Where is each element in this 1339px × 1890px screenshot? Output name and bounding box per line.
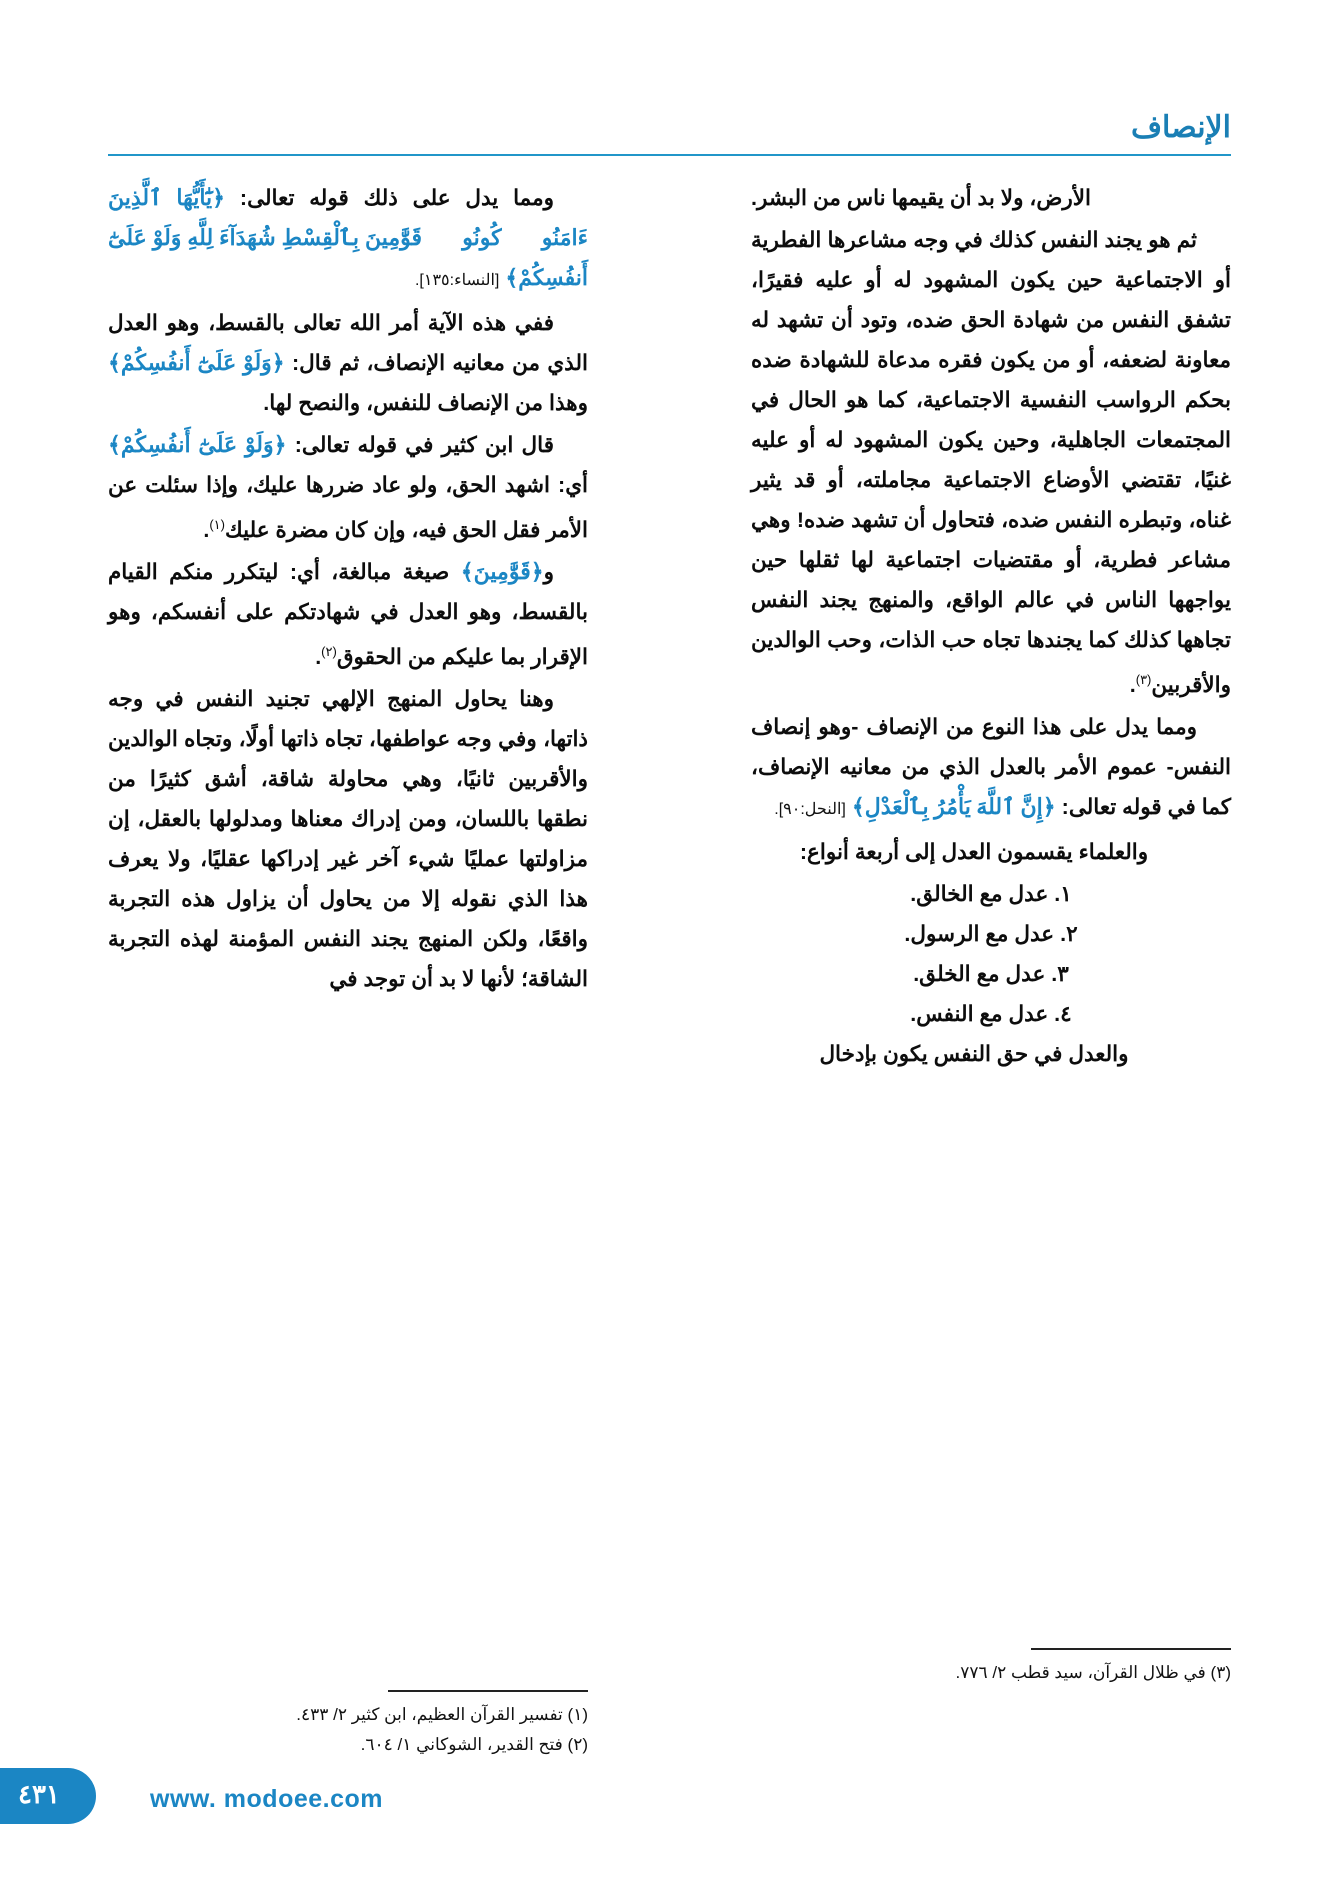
text-column-right: [751, 178, 1231, 1076]
paragraph-text-cont: أي: اشهد الحق، ولو عاد ضررها عليك، وإذا سئلت عن الأمر فقل الحق فيه، وإن كان مضرة عليك: [108, 473, 588, 543]
footnote-marker: (٣): [1135, 672, 1152, 687]
footnote-marker: (١): [209, 517, 225, 532]
paragraph-text: ومما يدل على هذا النوع من الإنصاف -وهو إنصاف النفس- عموم الأمر بالعدل الذي من معانيه الإنصاف، كما في قوله تعالى:: [751, 715, 1231, 820]
footnotes-left: [108, 1690, 588, 1760]
quran-quote: ﴿وَلَوْ عَلَىٰٓ أَنفُسِكُمْ﴾: [108, 432, 287, 457]
quran-quote: ﴿إِنَّ ٱللَّهَ يَأْمُرُ بِٱلْعَدْلِ﴾: [851, 794, 1056, 820]
paragraph-text: ثم هو يجند النفس كذلك في وجه مشاعرها الفطرية أو الاجتماعية حين يكون المشهود له أو عليه فقيرًا، تشفق النفس من شهادة الحق ضده، وتود أن تشهد له معاونة لضعفه، أو من يكون فقره مدعاة للشهادة ضده بحكم الرواسب النفسية الاجتماعية، كما هو الحال في المجتمعات الجاهلية، وحين يكون المشهود له أو عليه غنيًا، تقتضي الأوضاع الاجتماعية مجاملته، أو قد يثير غناه، وتبطره النفس ضده، فتحاول أن تشهد ضده! وهي مشاعر فطرية، أو مقتضيات اجتماعية لها ثقلها حين يواجهها الناس في عالم الواقع، والمنهج يجند النفس تجاهها كذلك كما يجندها تجاه حب الذات، وحب الوالدين والأقربين: [751, 228, 1231, 698]
footnote-marker: (٢): [321, 644, 337, 660]
text-column-left: [108, 178, 588, 1001]
list-item: ٢. عدل مع الرسول.: [904, 922, 1078, 947]
paragraph: وهنا يحاول المنهج الإلهي تجنيد النفس في وجه ذاتها، وفي وجه عواطفها، تجاه ذاتها أولًا، وتجاه الوالدين والأقربين ثانيًا، وهي محاولة شاقة، أشق كثيرًا من نطقها باللسان، ومن إدراك معناها ومدلولها بالعقل، إن مزاولتها عمليًا شيء آخر غير إدراكها عقليًا، ولا يعرف هذا الذي نقوله إلا من يحاول أن يزاول هذه التجربة واقعًا، ولكن المنهج يجند النفس المؤمنة لهذه التجربة الشاقة؛ لأنها لا بد أن توجد في: [108, 687, 588, 992]
footnote-divider: [1031, 1648, 1231, 1650]
paragraph: والعدل في حق النفس يكون بإدخال: [819, 1042, 1129, 1067]
paragraph: [108, 303, 588, 423]
page-title: الإنصاف: [1130, 111, 1231, 144]
footnote-item: (٢) فتح القدير، الشوكاني ١/ ٦٠٤.: [360, 1734, 588, 1754]
footnote-divider: [388, 1690, 588, 1692]
quran-quote: ﴿وَلَوْ عَلَىٰٓ أَنفُسِكُمْ﴾: [108, 350, 285, 375]
paragraph-prefix: و: [543, 560, 554, 585]
header-divider: [108, 154, 1231, 156]
site-url[interactable]: www. modoee.com: [150, 1785, 384, 1813]
paragraph-text: ومما يدل على ذلك قوله تعالى:: [239, 186, 554, 210]
paragraph: و﴿قَوَّٰمِينَ﴾ صيغة مبالغة، أي: ليتكرر منكم القيام بالقسط، وهو العدل في شهادتكم على أنفسكم، وهو الإقرار بما عليكم من الحقوق$^{(٢)}$.: [108, 559, 588, 670]
list-item: ١. عدل مع الخالق.: [910, 882, 1072, 907]
paragraph-text: قال ابن كثير في قوله تعالى:: [294, 433, 554, 457]
paragraph-text: ففي هذه الآية أمر الله تعالى بالقسط، وهو العدل الذي من معانيه الإنصاف، ثم قال:: [108, 311, 588, 375]
paragraph: والعلماء يقسمون العدل إلى أربعة أنواع:: [799, 840, 1149, 865]
paragraph: [108, 178, 588, 301]
ayah-reference: [النحل:٩٠].: [774, 801, 846, 819]
paragraph-text: صيغة مبالغة، أي: ليتكرر منكم القيام بالقسط، وهو العدل في شهادتكم على أنفسكم، وهو الإقرار بما عليكم من الحقوق: [108, 560, 588, 670]
paragraph: الأرض، ولا بد أن يقيمها ناس من البشر.: [751, 186, 1091, 210]
quran-quote: ﴿قَوَّٰمِينَ﴾: [460, 559, 544, 585]
footnote-item: (١) تفسير القرآن العظيم، ابن كثير ٢/ ٤٣٣.: [296, 1704, 588, 1724]
page-number: ٤٣١: [18, 1779, 60, 1809]
ordered-list: [751, 874, 1231, 1034]
paragraph-text-cont: وهذا من الإنصاف للنفس، والنصح لها.: [263, 391, 588, 415]
page-header: [108, 111, 1231, 166]
ayah-reference: [النساء:١٣٥].: [414, 272, 500, 289]
quran-quote: ﴿يَٰٓأَيُّهَا ٱلَّذِينَ ءَامَنُوا۟ كُونُوا۟ قَوَّٰمِينَ بِٱلْقِسْطِ شُهَدَآءَ لِلَّهِ وَلَوْ عَلَىٰٓ أَنفُسِكُمْ﴾: [108, 185, 588, 290]
list-item: ٣. عدل مع الخلق.: [913, 962, 1069, 987]
paragraph: قال ابن كثير في قوله تعالى: ﴿وَلَوْ عَلَىٰٓ أَنفُسِكُمْ﴾ أي: اشهد الحق، ولو عاد ضررها عليك، وإذا سئلت عن الأمر فقل الحق فيه، وإن كان مضرة عليك$^{(١)}$.: [108, 432, 588, 543]
paragraph: ثم هو يجند النفس كذلك في وجه مشاعرها الفطرية أو الاجتماعية حين يكون المشهود له أو عليه فقيرًا، تشفق النفس من شهادة الحق ضده، وتود أن تشهد له معاونة لضعفه، أو من يكون فقره مدعاة للشهادة ضده بحكم الرواسب النفسية الاجتماعية، كما هو الحال في المجتمعات الجاهلية، وحين يكون المشهود له أو عليه غنيًا، تقتضي الأوضاع الاجتماعية مجاملته، أو قد يثير غناه، وتبطره النفس ضده، فتحاول أن تشهد ضده! وهي مشاعر فطرية، أو مقتضيات اجتماعية لها ثقلها حين يواجهها الناس في عالم الواقع، والمنهج يجند النفس تجاهها كذلك كما يجندها تجاه حب الذات، وحب الوالدين والأقربين$^{(٣)}$.: [751, 228, 1231, 698]
paragraph: [751, 707, 1231, 830]
list-item: ٤. عدل مع النفس.: [910, 1002, 1072, 1027]
footnotes-right: [751, 1648, 1231, 1688]
footnote-item: (٣) في ظلال القرآن، سيد قطب ٢/ ٧٧٦.: [955, 1662, 1231, 1682]
